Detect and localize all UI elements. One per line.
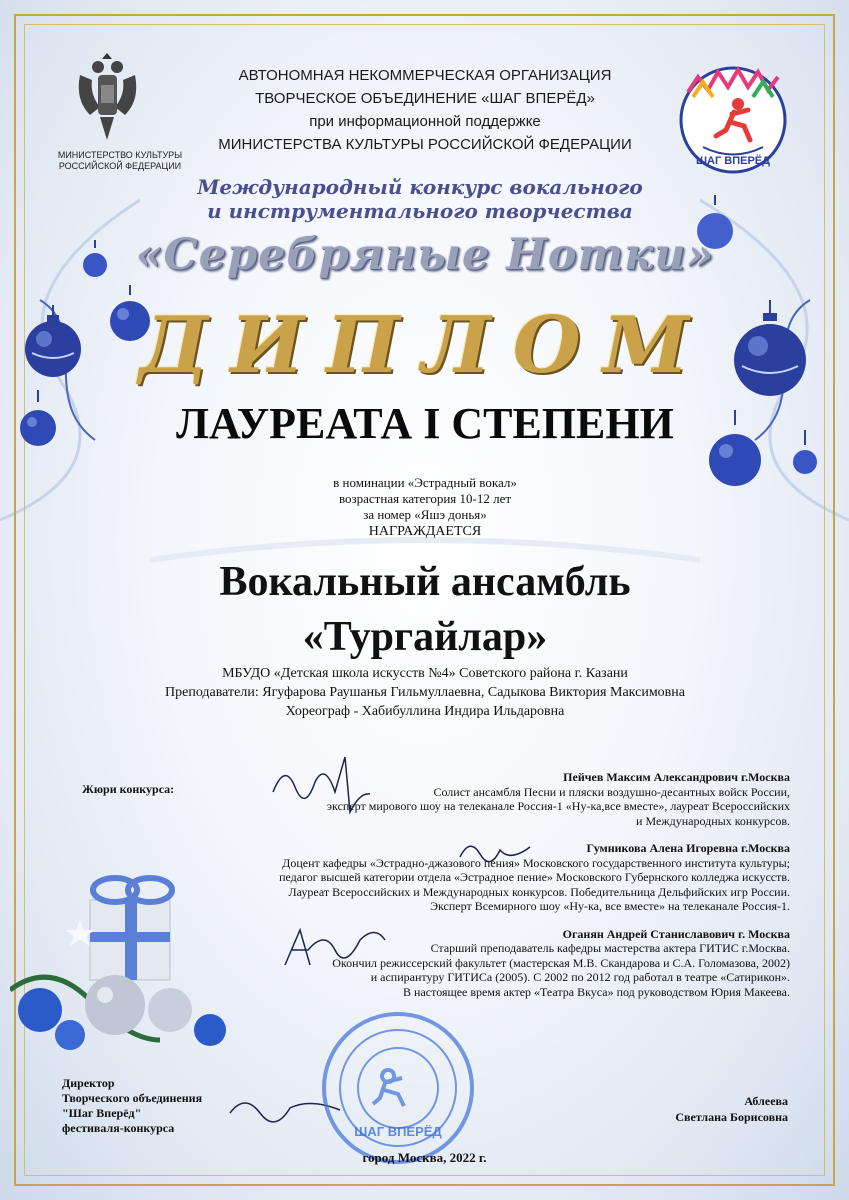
header-line3: при информационной поддержке <box>309 113 541 130</box>
jury-member-name: Гумникова Алена Игоревна г.Москва <box>586 841 790 855</box>
director-role-line1: Директор <box>62 1076 115 1090</box>
header-line2: ТВОРЧЕСКОЕ ОБЪЕДИНЕНИЕ «ШАГ ВПЕРЁД» <box>255 90 595 107</box>
signature-icon <box>455 832 535 872</box>
ornament-ball-icon <box>790 430 820 480</box>
jury-title: Жюри конкурса: <box>82 782 175 796</box>
logo-bottom-text: ШАГ ВПЕРЁД <box>695 155 771 167</box>
jury-member-line: педагог высшей категории отдела «Эстрадное пение» Московского Губернского колледжа искусств. <box>279 870 790 884</box>
header-line4: МИНИСТЕРСТВА КУЛЬТУРЫ РОССИЙСКОЙ ФЕДЕРАЦИИ <box>218 136 632 153</box>
nomination-category: в номинации «Эстрадный вокал» <box>333 475 517 490</box>
diploma-title: ДИПЛОМ <box>138 300 711 391</box>
recipient-line1: Вокальный ансамбль <box>219 559 631 605</box>
contest-line2: и инструментального творчества <box>207 199 633 223</box>
recipient-name <box>60 555 790 665</box>
director-surname: Аблеева <box>744 1094 788 1108</box>
nomination-block <box>200 475 650 541</box>
stamp-text: ШАГ ВПЕРЁД <box>354 1124 442 1139</box>
jury-member-line: и Международных конкурсов. <box>636 813 790 828</box>
school-institution: МБУДО «Детская школа искусств №4» Советского района г. Казани <box>222 666 628 681</box>
director-given-name: Светлана Борисовна <box>675 1110 788 1124</box>
school-teachers: Преподаватели: Ягуфарова Раушанья Гильмуллаевна, Садыкова Виктория Максимовна <box>165 685 685 700</box>
city-date: город Москва, 2022 г. <box>362 1150 487 1165</box>
recipient-line2: «Тургайлар» <box>302 614 548 660</box>
director-role-line3: "Шаг Вперёд" <box>62 1106 142 1120</box>
jury-member-line: Старший преподаватель кафедры мастерства актера ГИТИС г.Москва. <box>430 941 790 955</box>
jury-member-line: Доцент кафедры «Эстрадно-джазового пения» Московского государственного института культуры; <box>282 855 790 870</box>
contest-name: «Серебряные Нотки» <box>135 230 715 280</box>
jury-member-line: Эксперт Всемирного шоу «Ну-ка, все вместе» на телеканале Россия-1. <box>430 899 790 913</box>
nomination-age: возрастная категория 10-12 лет <box>338 491 512 506</box>
contest-title <box>150 175 690 223</box>
shag-vpered-logo <box>668 52 798 182</box>
ornament-ball-icon <box>730 300 810 400</box>
ornament-ball-icon <box>22 305 84 380</box>
school-info <box>60 664 790 721</box>
signature-icon <box>280 920 390 975</box>
director-role-line4: фестиваля-конкурса <box>62 1121 175 1135</box>
ornament-ball-icon <box>18 390 58 450</box>
jury-member <box>170 927 790 1000</box>
awarded-label: НАГРАЖДАЕТСЯ <box>368 524 482 539</box>
jury-member-line: Окончил режиссерский факультет (мастерская М.В. Скандарова и С.А. Голомазова, 2002) <box>332 955 790 970</box>
jury-member-line: В настоящее время актер «Театра Вкуса» под руководством Юрия Макеева. <box>403 984 790 999</box>
jury-member-name: Пейчев Максим Александрович г.Москва <box>563 770 790 784</box>
stamp-seal-icon <box>318 1008 478 1168</box>
jury-member-line: эксперт мирового шоу на телеканале Россия-1 «Ну-ка,все вместе», лауреат Всероссийских <box>326 799 790 813</box>
director-title <box>62 1076 202 1136</box>
jury-list <box>170 770 790 1012</box>
ministry-caption <box>40 150 200 172</box>
director-role-line2: Творческого объединения <box>62 1091 203 1105</box>
header-line1: АВТОНОМНАЯ НЕКОММЕРЧЕСКАЯ ОРГАНИЗАЦИЯ <box>238 67 612 84</box>
jury-member-line: и аспирантуру ГИТИСа (2005). С 2002 по 2012 год работал в театре «Сатирикон». <box>370 970 790 984</box>
laureate-degree: ЛАУРЕАТА I СТЕПЕНИ <box>176 399 674 448</box>
nomination-piece: за номер «Яшэ донья» <box>363 507 487 522</box>
jury-member-line: Солист ансамбля Песни и пляски воздушно-десантных войск России, <box>433 784 790 799</box>
contest-line1: Международный конкурс вокального <box>197 175 643 199</box>
school-choreographer: Хореограф - Хабибуллина Индира Ильдаровна <box>285 704 565 719</box>
double-headed-eagle-icon <box>70 45 145 145</box>
jury-member-line: Лауреат Всероссийских и Международных конкурсов. Победительница Дельфийских игр России. <box>288 884 790 899</box>
ministry-caption-line1: МИНИСТЕРСТВО КУЛЬТУРЫ <box>57 150 183 160</box>
jury-member <box>170 770 790 828</box>
organization-header <box>200 64 650 156</box>
director-name <box>675 1093 788 1125</box>
ministry-caption-line2: РОССИЙСКОЙ ФЕДЕРАЦИИ <box>58 161 182 171</box>
signature-icon <box>265 752 375 822</box>
jury-member-name: Оганян Андрей Станиславович г. Москва <box>562 926 790 941</box>
